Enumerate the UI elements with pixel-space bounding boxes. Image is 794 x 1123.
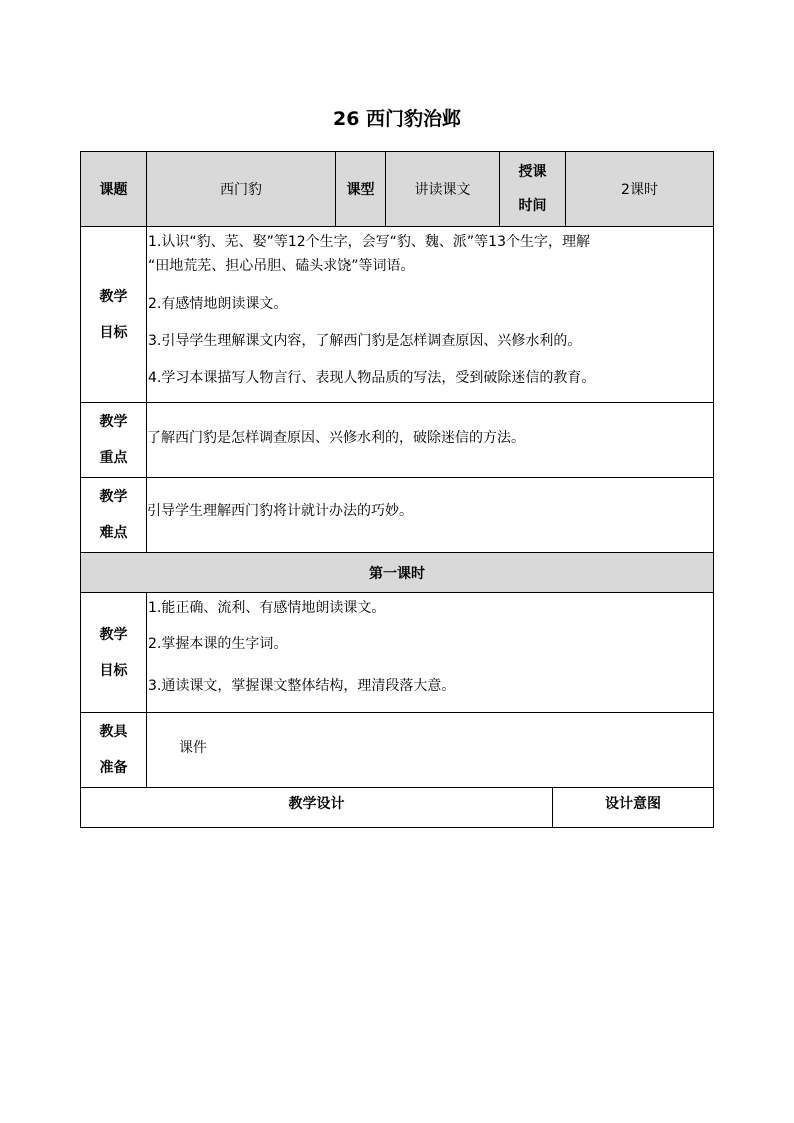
lesson-1-heading: 第一课时 [80, 553, 714, 593]
goal-item: 1.认识“豹、芜、娶”等12个生字，会写“豹、魏、派”等13个生字，理解 [148, 234, 590, 250]
time-label-line-1: 授课 [518, 164, 547, 180]
time-label [500, 151, 566, 227]
time-value: 2课时 [566, 151, 714, 227]
tools-content [147, 713, 714, 788]
goal-item: 3.引导学生理解课文内容，了解西门豹是怎样调查原因、兴修水利的。 [148, 333, 582, 349]
goal-item-continued: “田地荒芜、担心吊胆、磕头求饶”等词语。 [148, 258, 415, 274]
time-label-line-2: 时间 [518, 198, 547, 214]
lesson-1-goals-label-line-2: 目标 [99, 662, 128, 679]
goals-label [80, 227, 147, 403]
goal-item: 4.学习本课描写人物言行、表现人物品质的写法，受到破除迷信的教育。 [148, 370, 596, 386]
type-value: 讲读课文 [386, 151, 500, 227]
tools-label-line-2: 准备 [99, 760, 128, 776]
key-points-label [80, 403, 147, 478]
difficulties-label-line-2: 难点 [99, 525, 128, 541]
lesson-1-goals-label-line-1: 教学 [99, 626, 128, 643]
difficulties-content [147, 478, 714, 553]
topic-value: 西门豹 [147, 151, 336, 227]
design-column-header: 教学设计 [80, 788, 553, 828]
tools-label-line-1: 教具 [99, 724, 128, 740]
intent-column-header: 设计意图 [553, 788, 714, 828]
tools-value: 课件 [179, 740, 207, 756]
tools-label [80, 713, 147, 788]
difficulties-text: 引导学生理解西门豹将计就计办法的巧妙。 [147, 503, 413, 519]
difficulties-label-line-1: 教学 [99, 489, 128, 505]
key-points-text: 了解西门豹是怎样调查原因、兴修水利的，破除迷信的方法。 [147, 430, 525, 446]
difficulties-label [80, 478, 147, 553]
key-points-label-line-2: 重点 [99, 450, 128, 466]
goals-content [147, 227, 714, 403]
page-title: 26 西门豹治邺 [332, 108, 462, 130]
type-label: 课型 [336, 151, 386, 227]
key-points-label-line-1: 教学 [99, 414, 128, 430]
lesson-1-goals-label [80, 593, 147, 713]
lesson-1-goals-content [147, 593, 714, 713]
key-points-content [147, 403, 714, 478]
goals-label-line-1: 教学 [99, 288, 128, 305]
lesson-plan-table [80, 151, 714, 828]
lesson-1-goal-item: 1.能正确、流利、有感情地朗读课文。 [148, 600, 386, 616]
goals-label-line-2: 目标 [99, 324, 128, 341]
topic-label: 课题 [80, 151, 147, 227]
goal-item: 2.有感情地朗读课文。 [148, 296, 288, 312]
lesson-1-goal-item: 3.通读课文，掌握课文整体结构，理清段落大意。 [148, 678, 456, 694]
lesson-1-goal-item: 2.掌握本课的生字词。 [148, 636, 288, 652]
